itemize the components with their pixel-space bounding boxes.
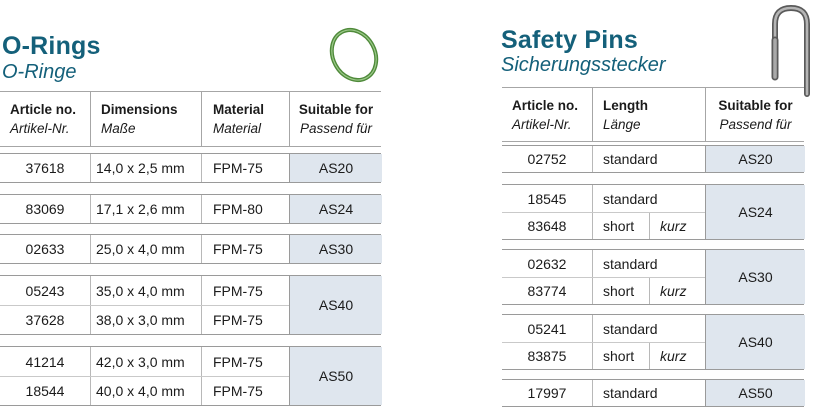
safety-pin-group <box>502 249 804 305</box>
material-value: FPM-75 <box>201 377 289 405</box>
length-value: standard <box>592 250 705 277</box>
header-material <box>201 92 289 146</box>
dimensions-value: 14,0 x 2,5 mm <box>90 154 201 182</box>
o-rings-header-row <box>0 91 381 147</box>
length-value-de: kurz <box>649 278 705 304</box>
article-number: 83069 <box>25 201 65 217</box>
article-number: 37628 <box>25 312 65 328</box>
article-number: 18545 <box>527 190 567 207</box>
suitable-badge: AS40 <box>289 276 382 334</box>
header-suitable-en: Suitable for <box>718 97 793 113</box>
safety-pins-title: Safety Pins <box>501 26 638 54</box>
header-length <box>592 88 705 141</box>
header-suitable <box>289 92 382 146</box>
article-number: 02752 <box>527 151 567 167</box>
suitable-badge: AS40 <box>705 315 805 369</box>
table-row <box>502 277 705 304</box>
header-dimensions-en: Dimensions <box>101 102 178 117</box>
safety-pin-group <box>502 314 804 370</box>
o-ring-group <box>0 153 381 183</box>
material-value: FPM-80 <box>201 195 289 223</box>
length-value: standard <box>592 315 705 342</box>
table-row <box>0 305 289 334</box>
suitable-badge: AS30 <box>705 250 805 304</box>
suitable-badge: AS20 <box>705 146 805 172</box>
article-number: 17997 <box>527 385 567 401</box>
table-row <box>502 212 705 239</box>
dimensions-value: 40,0 x 4,0 mm <box>90 377 201 405</box>
header-article <box>10 92 90 146</box>
article-number: 05243 <box>25 282 65 299</box>
article-number: 37618 <box>25 160 65 176</box>
table-row <box>0 376 289 405</box>
suitable-badge: AS24 <box>705 185 805 239</box>
dimensions-value: 42,0 x 3,0 mm <box>90 347 201 376</box>
dimensions-value: 25,0 x 4,0 mm <box>90 235 201 263</box>
article-number: 02632 <box>527 255 567 272</box>
o-ring-group <box>0 275 381 335</box>
length-value-de: kurz <box>649 213 705 239</box>
header-suitable-de: Passend für <box>719 116 792 132</box>
article-number: 83648 <box>527 218 567 234</box>
article-number: 41214 <box>25 353 65 370</box>
suitable-badge: AS30 <box>289 235 382 263</box>
header-article-de: Artikel-Nr. <box>10 121 70 136</box>
table-row <box>502 315 705 342</box>
safety-pin-group <box>502 145 804 173</box>
safety-pins-header-row <box>502 87 804 142</box>
safety-pins-subtitle: Sicherungsstecker <box>501 54 666 76</box>
dimensions-value: 17,1 x 2,6 mm <box>90 195 201 223</box>
header-article <box>512 88 592 141</box>
length-value: standard <box>592 146 705 172</box>
header-dimensions <box>90 92 201 146</box>
suitable-badge: AS24 <box>289 195 382 223</box>
table-row <box>502 185 705 212</box>
table-row <box>502 380 705 406</box>
table-row <box>0 276 289 305</box>
article-number: 18544 <box>25 383 65 399</box>
length-value: short <box>592 278 649 304</box>
header-length-en: Length <box>603 97 648 113</box>
table-row <box>502 342 705 369</box>
header-material-de: Material <box>213 121 262 136</box>
safety-pin-group <box>502 379 804 407</box>
header-length-de: Länge <box>603 116 641 132</box>
safety-pin-group <box>502 184 804 240</box>
table-row <box>502 250 705 277</box>
header-material-en: Material <box>213 102 265 117</box>
material-value: FPM-75 <box>201 276 289 305</box>
length-value: short <box>592 343 649 369</box>
header-dimensions-de: Maße <box>101 121 136 136</box>
length-value: standard <box>592 380 705 406</box>
o-rings-subtitle: O-Ringe <box>2 61 77 83</box>
dimensions-value: 38,0 x 3,0 mm <box>90 306 201 334</box>
suitable-badge: AS50 <box>289 347 382 405</box>
dimensions-value: 35,0 x 4,0 mm <box>90 276 201 305</box>
header-article-en: Article no. <box>10 102 77 117</box>
material-value: FPM-75 <box>201 235 289 263</box>
suitable-badge: AS20 <box>289 154 382 182</box>
o-ring-icon <box>326 26 382 84</box>
suitable-badge: AS50 <box>705 380 805 406</box>
article-number: 83875 <box>527 348 567 364</box>
header-suitable <box>705 88 805 141</box>
article-number: 83774 <box>527 283 567 299</box>
header-suitable-de: Passend für <box>299 121 373 136</box>
o-ring-group <box>0 234 381 264</box>
header-suitable-en: Suitable for <box>298 102 374 117</box>
material-value: FPM-75 <box>201 347 289 376</box>
table-row <box>0 347 289 376</box>
article-number: 05241 <box>527 320 567 337</box>
table-row <box>502 146 705 172</box>
header-article-de: Artikel-Nr. <box>512 116 572 132</box>
o-ring-group <box>0 346 381 406</box>
o-rings-title: O-Rings <box>2 32 101 60</box>
material-value: FPM-75 <box>201 154 289 182</box>
material-value: FPM-75 <box>201 306 289 334</box>
length-value-de: kurz <box>649 343 705 369</box>
length-value: standard <box>592 185 705 212</box>
length-value: short <box>592 213 649 239</box>
header-article-en: Article no. <box>512 97 579 113</box>
article-number: 02633 <box>25 241 65 257</box>
o-ring-group <box>0 194 381 224</box>
